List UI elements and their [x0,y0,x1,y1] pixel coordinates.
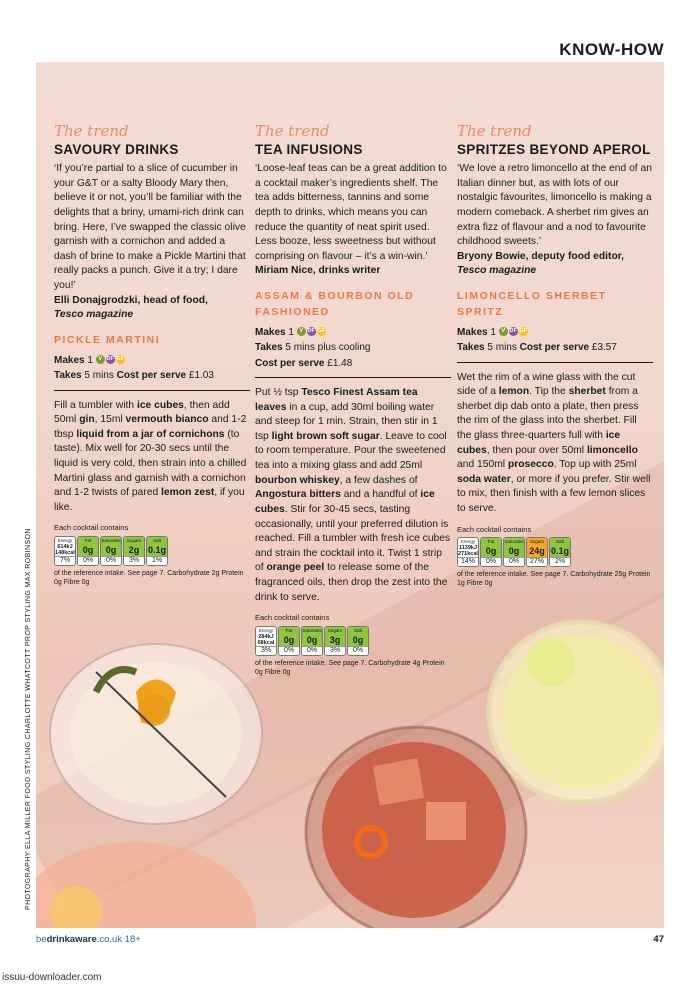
salt-pct: 1% [147,556,167,565]
cost-label: Cost per serve [519,342,590,354]
recipe-meta [255,325,451,372]
method-text: , then add 50ml [54,399,230,426]
cost-label: Cost per serve [116,370,187,382]
watermark: issuu-downloader.com [2,972,102,983]
method-text: gin [79,414,95,426]
method-text: from a sherbet dip dab onto a plate, then press the rim of the glass into the sherbet. Fill the glass three-quarters full with [457,386,639,441]
makes-value: 1 [87,354,93,366]
divider [255,377,451,378]
diet-gf-icon: GF [519,328,528,335]
makes-label: Makes [255,326,286,338]
saturates-value: 0g [101,544,121,556]
fat-pct: 0% [279,646,299,655]
method-text: , then pour over 50ml [486,444,587,456]
diet-v-icon: V [297,327,306,336]
credit-name: Elli Donajgrodzki, head of food, [54,294,208,306]
drinkaware-brand: drinkaware [46,934,97,945]
section-title: SPRITZES BEYOND APEROL [457,142,651,157]
sugars-value: 24g [527,545,547,557]
nutrition-salt [347,626,369,656]
takes-value: 5 mins [84,370,114,382]
method-text: , a few dashes of [339,474,418,486]
nutrition-header: Fat [279,627,299,634]
nutrition-footnote: of the reference intake. See page 7. Carbohydrate 4g Protein 0g Fibre 0g [255,659,445,676]
method-text: bourbon whiskey [255,474,340,486]
column-spritzes [457,124,653,588]
energy-kcal: 148kcal [55,550,75,557]
nutrition-energy [255,626,277,656]
diet-df-icon: DF [307,328,315,335]
nutrition-header: Saturates [302,627,322,633]
salt-pct: 2% [550,557,570,566]
method-text: ice cubes [255,489,435,515]
saturates-value: 0g [504,545,524,557]
makes-value: 1 [490,326,496,338]
nutrition-header: Salt [348,627,368,634]
nutrition-energy [457,537,479,567]
recipe-method [54,399,250,516]
sugars-value: 2g [124,544,144,556]
quote-credit [54,294,250,323]
takes-value: 5 mins [487,342,517,354]
method-text: and a handful of [340,489,421,501]
nutrition-table [457,537,653,567]
energy-kcal: 271kcal [458,551,478,558]
recipe-title: LIMONCELLO SHERBET SPRITZ [457,290,607,318]
cost-value: £1.48 [327,357,353,369]
method-text: lemon [498,386,530,398]
nutrition-label: Each cocktail contains [255,613,330,623]
recipe-title: PICKLE MARTINI [54,333,161,346]
nutrition-footnote: of the reference intake. See page 7. Carbohydrate 2g Protein 0g Fibre 0g [54,570,244,587]
divider [54,390,250,391]
nutrition-saturates [100,536,122,566]
method-text: soda water [457,473,511,485]
page-header-title: KNOW-HOW [559,40,664,59]
method-text: and 150ml [457,459,508,471]
recipe-method [457,371,653,517]
salt-pct: 0% [348,646,368,655]
method-text: , or more if you prefer. Stir well to mix, then finish with a few lemon slices to serve. [457,473,651,515]
trend-label: The trend [457,122,532,140]
diet-gf-icon: GF [317,328,326,335]
takes-row [255,340,451,356]
salt-value: 0g [348,634,368,646]
diet-gf-icon: GF [116,356,125,363]
drinkaware-suffix: .co.uk 18+ [96,934,141,945]
method-text: ice cubes [457,429,621,456]
nutrition-fat [480,537,502,567]
fat-value: 0g [78,544,98,556]
sugars-pct: 27% [527,557,547,566]
recipe-title: ASSAM & BOURBON OLD FASHIONED [255,290,415,318]
section-title: TEA INFUSIONS [255,142,363,157]
nutrition-header: Sugars [124,537,144,544]
energy-kcal: 68kcal [257,639,275,646]
nutrition-header: Fat [78,537,98,544]
nutrition-header: Saturates [101,538,121,544]
trend-label: The trend [54,122,129,140]
method-text: light brown soft sugar [271,430,380,442]
makes-label: Makes [457,326,488,338]
cost-row [255,356,451,372]
recipe-meta [54,353,250,384]
quote-credit [457,250,653,279]
salt-value: 0.1g [147,545,166,556]
fat-pct: 0% [78,556,98,565]
method-text: and 1-2 tbsp [54,414,247,440]
saturates-pct: 0% [504,557,524,566]
method-text: Fill a tumbler with [54,399,137,411]
energy-pct: 3% [256,646,276,655]
energy-pct: 14% [458,557,478,566]
method-text: , if you like. [54,487,245,513]
nutrition-saturates [301,626,323,656]
nutrition-header: Energy [460,539,476,545]
method-text: lemon zest [161,487,215,499]
cost-label: Cost per serve [255,357,325,369]
energy-kj: 614kJ [57,544,73,551]
method-text: ice cubes [136,399,184,411]
divider [457,362,653,363]
credit-name: Miriam Nice, drinks writer [255,265,381,277]
nutrition-header: Sugars [527,538,547,545]
recipe-meta [457,325,653,356]
quote-credit [255,264,451,279]
fat-pct: 0% [481,557,501,566]
takes-label: Takes [54,370,82,382]
method-text: . Top up with 25ml [553,459,637,471]
takes-label: Takes [255,342,283,354]
nutrition-header: Sugars [325,627,345,634]
fat-value: 0g [481,545,501,557]
method-text: Put ½ tsp [255,387,302,399]
credit-magazine: Tesco magazine [54,309,134,321]
sugars-value: 3g [325,634,345,646]
makes-row [255,325,451,341]
editor-quote: ‘Loose-leaf teas can be a great addition to a cocktail maker’s ingredients shelf. The tea adds bitterness, tannins and some depth to drinks, which means you can reduce the quantity of neat spirit used. Less booze, less sweetness but without comprising on flavour – it’s a win-win.’ [255,163,447,262]
nutrition-sugars [123,536,145,566]
nutrition-header: Energy [57,538,73,544]
diet-df-icon: DF [509,328,517,335]
energy-pct: 7% [55,556,75,565]
takes-value: 5 mins plus cooling [285,342,371,354]
method-text: Wet the rim of a wine glass with the cut side of a [457,371,636,398]
nutrition-fat [77,536,99,566]
method-text: liquid from a jar of cornichons [76,428,225,440]
cost-value: £3.57 [591,342,617,354]
method-text: Angostura bitters [255,489,341,501]
nutrition-label: Each cocktail contains [457,524,532,534]
method-text: Tesco Finest Assam tea leaves [255,387,418,413]
method-text: . Tip the [529,386,569,398]
page-number: 47 [653,934,664,945]
diet-v-icon: V [499,327,508,336]
nutrition-salt [146,536,168,566]
method-text: sherbet [568,386,606,398]
nutrition-sugars [526,537,548,567]
saturates-pct: 0% [101,556,121,565]
nutrition-header: Fat [481,538,501,545]
saturates-value: 0g [302,634,322,646]
nutrition-header: Salt [550,538,570,545]
diet-df-icon: DF [106,356,114,363]
makes-value: 1 [288,326,294,338]
method-text: (to taste). Mix well for 20-30 secs until the liquid is very cold, then strain into a chilled Martini glass and garnish with a cornichon and 1-2 twists of pared [54,428,247,499]
editor-quote: ‘If you’re partial to a slice of cucumber in your G&T or a salty Bloody Mary then, believe it or not, you’ll be familiar with the delights that a briny, umami-rich drink can bring. Here, I’ve swapped the classic olive garnish with a cornichon and added a dash of brine to make a Pickle Martini that really packs a punch. Give it a try; I dare you!’ [54,163,246,292]
nutrition-saturates [503,537,525,567]
recipe-method [255,386,451,605]
method-text: limoncello [586,444,638,456]
sugars-pct: 3% [325,646,345,655]
nutrition-header: Salt [147,537,167,544]
method-text: prosecco [507,459,554,471]
makes-label: Makes [54,354,85,366]
fat-value: 0g [279,634,299,646]
energy-kj: 1139kJ [458,545,478,552]
drinkaware-prefix: be [36,934,47,945]
method-text: . Leave to cool to room temperature. Pour the sweetened tea into a mixing glass and add 25ml [255,430,447,472]
method-text: in a cup, add 30ml boiling water and steep for 1 min. Strain, then stir in 1 tsp [255,401,438,442]
takes-label: Takes [457,342,485,354]
nutrition-header: Energy [258,627,274,633]
diet-v-icon: V [96,355,105,364]
method-text: , 15ml [94,414,126,426]
nutrition-table [255,626,451,656]
nutrition-sugars [324,626,346,656]
nutrition-header: Saturates [504,539,524,545]
energy-kj: 284kJ [258,633,274,640]
editor-quote: ‘We love a retro limoncello at the end of an Italian dinner but, as with lots of our nostalgic favourites, limoncello is making a modern comeback. A sherbet rim gives an extra fizz of flavour and a nod to favourite childhood sweets.’ [457,163,652,248]
method-text: . Stir for 30-45 secs, tasting occasionally, until your preferred dilution is reached. Fill a tumbler with fresh ice cubes and strain the cocktail into it. Twist 1 strip of [255,503,451,574]
takes-row [54,368,250,384]
method-text: orange peel [266,562,325,574]
nutrition-footnote: of the reference intake. See page 7. Carbohydrate 25g Protein 1g Fibre 0g [457,571,651,588]
nutrition-energy [54,536,76,566]
cost-value: £1.03 [188,370,214,382]
column-tea-infusions [255,124,451,677]
method-text: vermouth bianco [125,414,209,426]
saturates-pct: 0% [302,646,322,655]
takes-row [457,340,653,356]
drinkaware-footer[interactable] [36,934,141,945]
photo-credits: PHOTOGRAPHY ELLA MILLER FOOD STYLING CHARLOTTE WHATCOTT PROP STYLING MAX ROBINSON [25,528,32,910]
trend-label: The trend [255,122,330,140]
nutrition-salt [549,537,571,567]
sugars-pct: 3% [124,556,144,565]
nutrition-label: Each cocktail contains [54,523,129,533]
column-savoury-drinks [54,124,250,587]
nutrition-table [54,536,250,566]
section-title: SAVOURY DRINKS [54,142,179,157]
nutrition-fat [278,626,300,656]
salt-value: 0.1g [550,546,569,557]
makes-row [54,353,250,369]
credit-magazine: Tesco magazine [457,265,537,277]
makes-row [457,325,653,341]
credit-name: Bryony Bowie, deputy food editor, [457,250,625,262]
method-text: to release some of the fragranced oils, then drop the zest into the drink to serve. [255,562,448,603]
